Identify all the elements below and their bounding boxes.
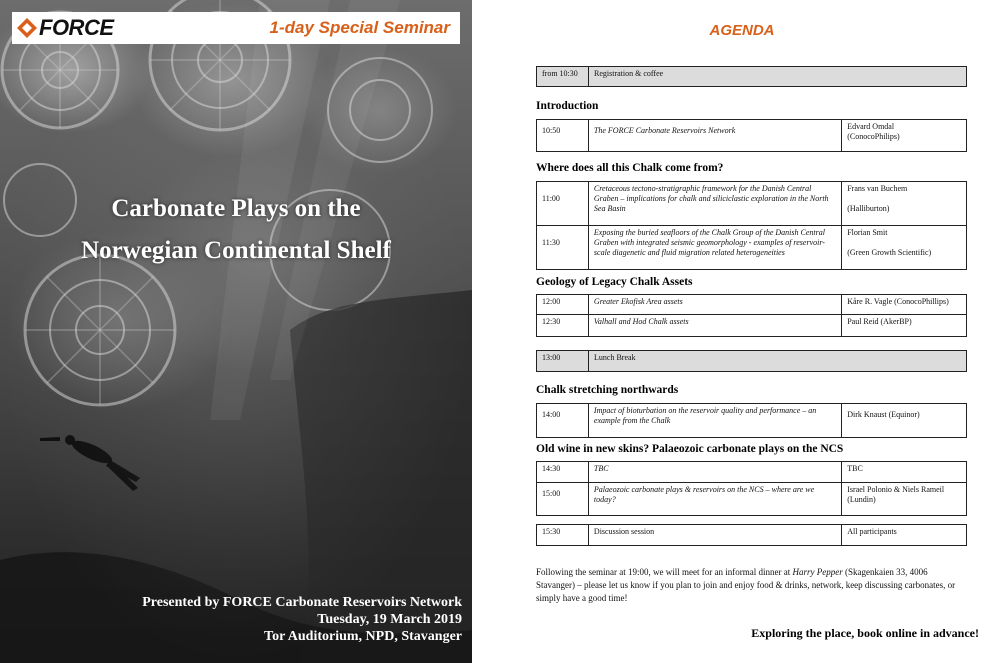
discussion-row-table [536, 524, 967, 546]
time-cell: 10:50 [537, 120, 589, 152]
time-cell: 11:30 [537, 226, 589, 270]
speaker-name: Frans van Buchem [847, 184, 908, 193]
talk-title-cell: Greater Ekofisk Area assets [588, 295, 841, 315]
time-cell: 12:00 [537, 295, 589, 315]
speaker-cell [842, 483, 967, 516]
speaker-affiliation: (Green Growth Scientific) [847, 248, 932, 257]
title-cell: Registration & coffee [589, 67, 967, 87]
talk-title-cell: TBC [588, 462, 841, 483]
speaker-name: Edvard Omdal [847, 122, 895, 131]
section-title-legacy-assets: Geology of Legacy Chalk Assets [536, 276, 693, 288]
table-row [537, 120, 967, 152]
speaker-affiliation: (Halliburton) [847, 204, 890, 213]
cover-title [0, 188, 472, 272]
seminar-venue: Tor Auditorium, NPD, Stavanger [264, 629, 462, 644]
table-row [537, 182, 967, 226]
force-logo [16, 14, 114, 42]
time-cell: 14:00 [537, 404, 589, 438]
dinner-note-part-2: (Skagenkaien 33, 4006 Stavanger) – please let us know if you plan to join and enjoy food & drinks, network, keep discussing carbonates, or simply have a good time! [536, 567, 956, 603]
legacy-assets-table [536, 294, 967, 337]
table-row [537, 67, 967, 87]
cover-header-bar [12, 12, 460, 44]
speaker-cell: Dirk Knaust (Equinor) [842, 404, 967, 438]
time-cell: 13:00 [537, 351, 589, 372]
presented-by: Presented by FORCE Carbonate Reservoirs Network [142, 595, 462, 610]
speaker-cell: Kåre R. Vagle (ConocoPhillips) [842, 295, 967, 315]
title-cell: Discussion session [588, 525, 841, 546]
seminar-label: 1-day Special Seminar [269, 18, 450, 37]
table-row [537, 462, 967, 483]
cover-title-line-1: Carbonate Plays on the [111, 195, 361, 222]
agenda-heading: AGENDA [709, 22, 775, 39]
time-cell: 14:30 [537, 462, 589, 483]
table-row [537, 295, 967, 315]
section-title-introduction: Introduction [536, 100, 599, 112]
speaker-cell: Paul Reid (AkerBP) [842, 315, 967, 337]
seminar-date: Tuesday, 19 March 2019 [317, 612, 462, 627]
force-diamond-icon [16, 17, 38, 39]
talk-title-cell: The FORCE Carbonate Reservoirs Network [588, 120, 841, 152]
logo-text: FORCE [39, 15, 114, 40]
table-row [537, 226, 967, 270]
speaker-cell: TBC [842, 462, 967, 483]
time-cell: 15:00 [537, 483, 589, 516]
section-title-chalk-origin: Where does all this Chalk come from? [536, 162, 724, 174]
time-cell: from 10:30 [537, 67, 589, 87]
title-cell: Lunch Break [589, 351, 967, 372]
speaker-name: Florian Smit [847, 228, 888, 237]
time-cell: 15:30 [537, 525, 589, 546]
time-cell: 12:30 [537, 315, 589, 337]
section-title-chalk-northwards: Chalk stretching northwards [536, 384, 679, 396]
speaker-affiliation: (ConocoPhilips) [847, 132, 900, 141]
cover-panel [0, 0, 472, 663]
table-row [537, 351, 967, 372]
speaker-cell: All participants [842, 525, 967, 546]
table-row [537, 315, 967, 337]
registration-row-table [536, 66, 967, 87]
dinner-note [536, 566, 966, 605]
palaeozoic-table [536, 461, 967, 516]
section-title-palaeozoic: Old wine in new skins? Palaeozoic carbonate plays on the NCS [536, 443, 844, 455]
table-row [537, 404, 967, 438]
talk-title-cell: Exposing the buried seafloors of the Chalk Group of the Danish Central Graben with integrated seismic geomorphology - examples of reservoir-scale diagenetic and fluid migration related heterogeneities [588, 226, 841, 270]
table-row [537, 525, 967, 546]
cover-background-image [0, 0, 472, 663]
chalk-northwards-table [536, 403, 967, 438]
speaker-cell [842, 226, 967, 270]
lunch-row-table [536, 350, 967, 372]
speaker-cell [842, 182, 967, 226]
restaurant-name: Harry Pepper [792, 567, 843, 577]
agenda-panel [472, 0, 1000, 663]
cover-title-line-2: Norwegian Continental Shelf [81, 237, 391, 264]
speaker-affiliation: (Lundin) [847, 495, 876, 504]
talk-title-cell: Cretaceous tectono-stratigraphic framework for the Danish Central Graben – implications for chalk and siliciclastic exploration in the North Sea Basin [588, 182, 841, 226]
talk-title-cell: Impact of bioturbation on the reservoir quality and performance – an example from the Chalk [588, 404, 841, 438]
chalk-origin-table [536, 181, 967, 270]
talk-title-cell: Valhall and Hod Chalk assets [588, 315, 841, 337]
speaker-name: Israel Polonio & Niels Rameil [847, 485, 945, 494]
time-cell: 11:00 [537, 182, 589, 226]
cover-footer [142, 594, 462, 645]
closing-line: Exploring the place, book online in advance! [751, 626, 979, 640]
table-row [537, 483, 967, 516]
dinner-note-part-1: Following the seminar at 19:00, we will meet for an informal dinner at [536, 567, 793, 577]
introduction-table [536, 119, 967, 152]
talk-title-cell: Palaeozoic carbonate plays & reservoirs on the NCS – where are we today? [588, 483, 841, 516]
speaker-cell [842, 120, 967, 152]
